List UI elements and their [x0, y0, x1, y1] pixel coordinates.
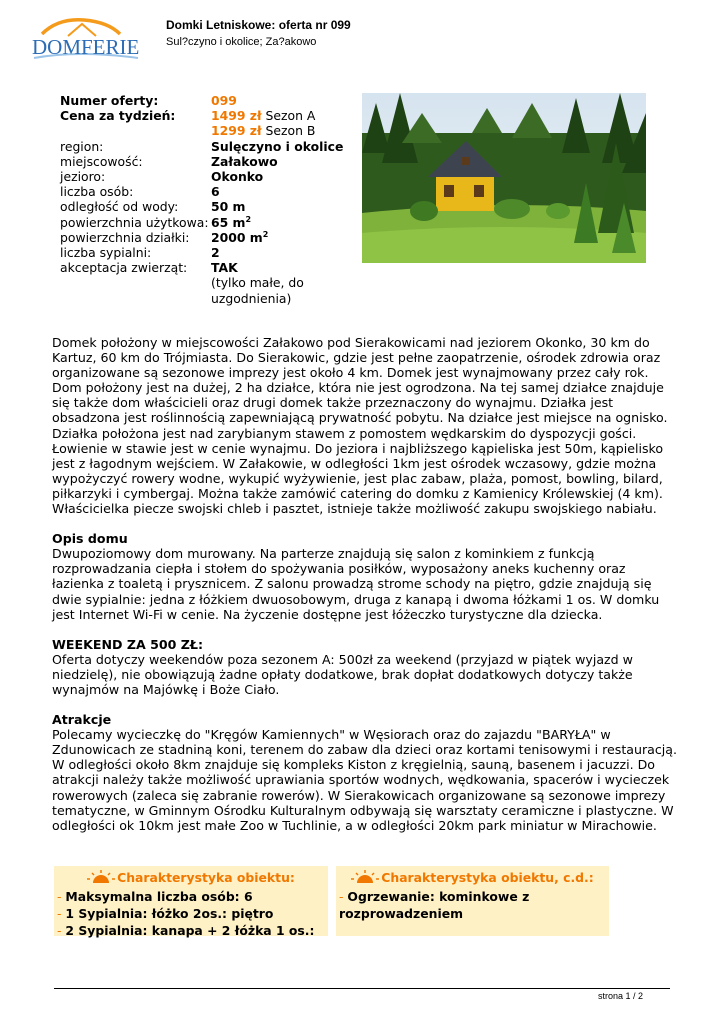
persons-row — [60, 184, 343, 199]
price-a-amount: 1499 zł — [211, 108, 262, 124]
page-subtitle: Sul?czyno i okolice; Za?akowo — [166, 36, 317, 48]
price-b-amount: 1299 zł — [211, 123, 262, 139]
description — [52, 335, 677, 833]
list-item: - Maksymalna liczba osób: 6 — [57, 889, 253, 904]
features-title-continued: Charakterystyka obiektu, c.d.: — [381, 869, 594, 885]
lake-row — [60, 169, 343, 184]
price-b-row — [60, 123, 343, 138]
pets-row — [60, 260, 343, 275]
list-item: - 1 Sypialnia: łóżko 2os.: piętro — [57, 906, 274, 921]
price-b-season: Sezon B — [261, 123, 316, 139]
offer-specs — [60, 93, 343, 306]
area-label: powierzchnia użytkowa: — [60, 214, 209, 230]
bedrooms-label: liczba sypialni: — [60, 245, 152, 261]
logo-text: DOMFERIE — [32, 35, 140, 59]
features-box-continued — [336, 866, 609, 936]
page-number: strona 1 / 2 — [597, 991, 643, 1001]
price-label: Cena za tydzień: — [60, 108, 176, 124]
offer-number-value: 099 — [211, 93, 237, 108]
persons-label: liczba osób: — [60, 184, 134, 200]
footer-divider — [54, 988, 670, 989]
plot-row — [60, 230, 343, 245]
town-label: miejscowość: — [60, 153, 143, 169]
offer-number-label: Numer oferty: — [60, 93, 159, 108]
pets-note-2: uzgodnienia) — [211, 290, 292, 306]
features-title: Charakterystyka obiektu: — [117, 869, 295, 885]
bedrooms-value: 2 — [211, 245, 220, 261]
plot-value: 2000 m — [211, 229, 263, 245]
attractions-text: Polecamy wycieczkę do "Kręgów Kamiennych" w Węsiorach oraz do zajazdu "BARYŁA" w Zdunowicach ze stadniną koni, terenem do zabaw dla dzieci oraz kortami tenisowymi i restauracją. W odległości około 8km znajduje się kompleks Kiston z kręgielnią, sauną, basenem i jacuzzi. Do atrakcji należy także możliwość uprawiania sportów wodnych, wędkowania, spacerów i wycieczek rowerowych (zaleca się zabranie rowerów). W Sierakowicach organizowane są sezonowe imprezy tematyczne, w Gminnym Ośrodku Kulturalnym odbywają się warsztaty ceramiczne i plastyczne. W odległości ok 10km jest małe Zoo w Tuchlinie, a w odległości 20km park miniatur w Mirachowie. — [52, 727, 678, 833]
pets-note-1: (tylko małe, do — [211, 275, 304, 291]
sun-icon — [351, 869, 379, 885]
water-value: 50 m — [211, 199, 246, 215]
plot-unit-sup: 2 — [262, 229, 269, 239]
intro-text: Domek położony w miejscowości Załakowo pod Sierakowicami nad jeziorem Okonko, 30 km do Kartuz, 60 km do Trójmiasta. Do Sierakowic, gdzie jest pełne zaopatrzenie, ośrodek zdrowia oraz organizowane są sezonowe imprezy jest około 4 km. Domek jest wynajmowany przez cały rok. Dom położony jest na dużej, 2 ha działce, która nie jest ogrodzona. Na tej samej działce znajduje się także dom właścicieli oraz drugi domek także przeznaczony do wynajmu. Działka jest obsadzona jest roślinnością zapewniającą prywatność pobytu. Na działce jest miejsce na ognisko. Działka położona jest nad zarybianym stawem z pomostem wędkarskim do dyspozycji gości. Łowienie w stawie jest w cenie wynajmu. Do jeziora i najbliższego kąpieliska jest 50m, kąpielisko jest z łagodnym wejściem. W Załakowie, w odległości 1km jest ośrodek wczasowy, gdzie można wypożyczyć rowery wodne, wykupić wyżywienie, jest plac zabaw, plaża, pomost, bowling, bilard, piłkarzyki i cymbergaj. Można także zamówić catering do domku z Kamienicy Królewskiej (4 km). Właścicielka piecze swojski chleb i pasztet, istnieje także możliwość zakupu swojskiego nabiału. — [52, 335, 668, 517]
region-value: Sulęczyno i okolice — [211, 138, 344, 154]
pets-value: TAK — [211, 260, 238, 276]
domferie-logo — [28, 14, 146, 66]
area-value: 65 m — [211, 214, 246, 230]
weekend-text: Oferta dotyczy weekendów poza sezonem A: 500zł za weekend (przyjazd w piątek wyjazd w niedzielę), nie obowiązują żadne opłaty dodatkowe, brak dopłat dodatkowych dotyczy także wynajmów na Majówkę i Boże Ciało. — [52, 651, 633, 697]
area-unit-sup: 2 — [245, 214, 252, 224]
sun-icon — [87, 869, 115, 885]
house-heading: Opis domu — [52, 531, 128, 547]
features-list — [54, 888, 328, 939]
town-row — [60, 154, 343, 169]
persons-value: 6 — [211, 184, 220, 200]
region-label: region: — [60, 138, 104, 154]
page-title: Domki Letniskowe: oferta nr 099 — [166, 18, 351, 32]
lake-value: Okonko — [211, 169, 264, 185]
features-box — [54, 866, 328, 936]
attractions-heading: Atrakcje — [52, 712, 112, 728]
features-list-continued — [336, 888, 609, 922]
list-item: - 2 Sypialnia: kanapa + 2 łóżka 1 os.: — [57, 923, 315, 938]
water-row — [60, 199, 343, 214]
pets-label: akceptacja zwierząt: — [60, 260, 188, 276]
town-value: Załakowo — [211, 153, 278, 169]
area-row — [60, 215, 343, 230]
plot-label: powierzchnia działki: — [60, 229, 190, 245]
list-item: - Ogrzewanie: kominkowe z rozprowadzeniem — [339, 889, 530, 921]
house-text: Dwupoziomowy dom murowany. Na parterze znajdują się salon z kominkiem z funkcją rozprowadzania ciepła i stołem do spożywania posiłków, wyposażony aneks kuchenny oraz łazienka z toaletą i prysznicem. Z salonu prowadzą strome schody na piętro, gdzie znajdują się dwie sypialnie: jedna z łóżkiem dwuosobowym, druga z kanapą i dwoma łóżkami 1 os. W domku jest Internet Wi-Fi w cenie. Na życzenie dostępne jest łóżeczko turystyczne dla dziecka. — [52, 546, 660, 622]
offer-number-row — [60, 93, 343, 108]
region-row — [60, 139, 343, 154]
price-row — [60, 108, 343, 123]
water-label: odległość od wody: — [60, 199, 179, 215]
cottage-photo — [362, 93, 646, 263]
bedrooms-row — [60, 245, 343, 260]
lake-label: jezioro: — [60, 169, 106, 185]
weekend-heading: WEEKEND ZA 500 ZŁ: — [52, 636, 204, 652]
price-a-season: Sezon A — [261, 108, 316, 124]
